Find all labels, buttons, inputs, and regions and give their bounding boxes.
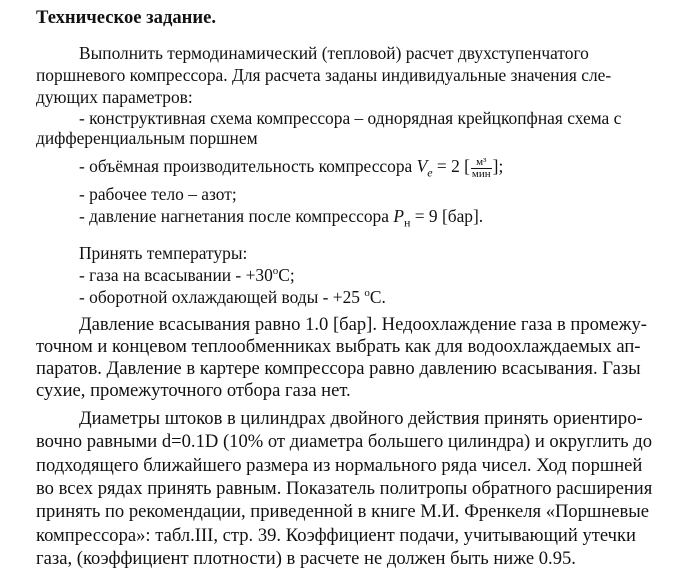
pressure-value: = 9 [бар].	[414, 206, 484, 226]
scheme-line-2: дифференциальным поршнем	[36, 128, 258, 148]
para2-line-7: газа, (коэффициент плотности) в расчете не должен быть ниже 0.95.	[36, 548, 576, 569]
para2-line-2: вочно равными d=0.1D (10% от диаметра большего цилиндра) и округлить до	[36, 431, 653, 452]
para2-line-4: во всех рядах принять равным. Показатель политропы обратного расширения	[36, 478, 653, 499]
pressure-subscript: н	[403, 215, 411, 230]
intro-line-1: Выполнить термодинамический (тепловой) расчет двухступенчатого	[79, 43, 589, 63]
water-degree: о	[364, 287, 370, 299]
medium-line: - рабочее тело – азот;	[79, 184, 237, 204]
scheme-line-1: - конструктивная схема компрессора – однорядная крейцкопфная схема с	[79, 108, 622, 128]
suction-degree: о	[272, 265, 279, 277]
volume-unit-numerator: м³	[471, 157, 492, 169]
volume-unit-denominator: мин	[471, 167, 491, 180]
para2-line-6: компрессора»: табл.III, стр. 39. Коэффициент подачи, учитывающий утечки	[36, 525, 636, 546]
water-temp-prefix: - оборотной охлаждающей воды - +25	[79, 287, 360, 307]
volume-equals: = 2 [	[436, 156, 470, 176]
intro-line-2: поршневого компрессора. Для расчета заданы индивидуальные значения сле-	[36, 65, 612, 85]
pressure-line	[79, 205, 483, 233]
para2-line-3: подходящего ближайшего размера из нормального ряда чисел. Ход поршней	[36, 455, 643, 476]
pressure-prefix: - давление нагнетания после компрессора	[79, 206, 389, 226]
suction-unit: С;	[278, 265, 295, 285]
para2-line-1: Диаметры штоков в цилиндрах двойного действия принять ориентиро-	[79, 408, 643, 429]
volume-unit-fraction	[471, 157, 492, 180]
volume-line	[79, 155, 503, 183]
temps-header: Принять температуры:	[79, 243, 248, 263]
volume-prefix: - объёмная производительность компрессора	[79, 156, 413, 176]
suction-temp-prefix: - газа на всасывании - +30	[79, 265, 273, 285]
para1-line-3: паратов. Давление в картере компрессора равно давлению всасывания. Газы	[36, 358, 641, 379]
water-temp-line	[79, 286, 386, 311]
document-title: Техническое задание.	[36, 7, 216, 28]
volume-end: ];	[492, 156, 504, 176]
intro-line-3: дующих параметров:	[36, 87, 193, 107]
para1-line-2: точном и концевом теплообменниках выбрать как для водоохлаждаемых ап-	[36, 336, 641, 357]
volume-subscript: e	[427, 165, 433, 180]
para1-line-4: сухие, промежуточного отбора газа нет.	[36, 380, 351, 401]
pressure-symbol: P	[393, 206, 404, 226]
volume-symbol: V	[416, 156, 428, 176]
para1-line-1: Давление всасывания равно 1.0 [бар]. Недоохлаждение газа в промежу-	[79, 314, 647, 335]
water-unit: С.	[369, 287, 386, 307]
para2-line-5: принять по рекомендации, приведенной в книге М.И. Френкеля «Поршневые	[36, 501, 650, 522]
